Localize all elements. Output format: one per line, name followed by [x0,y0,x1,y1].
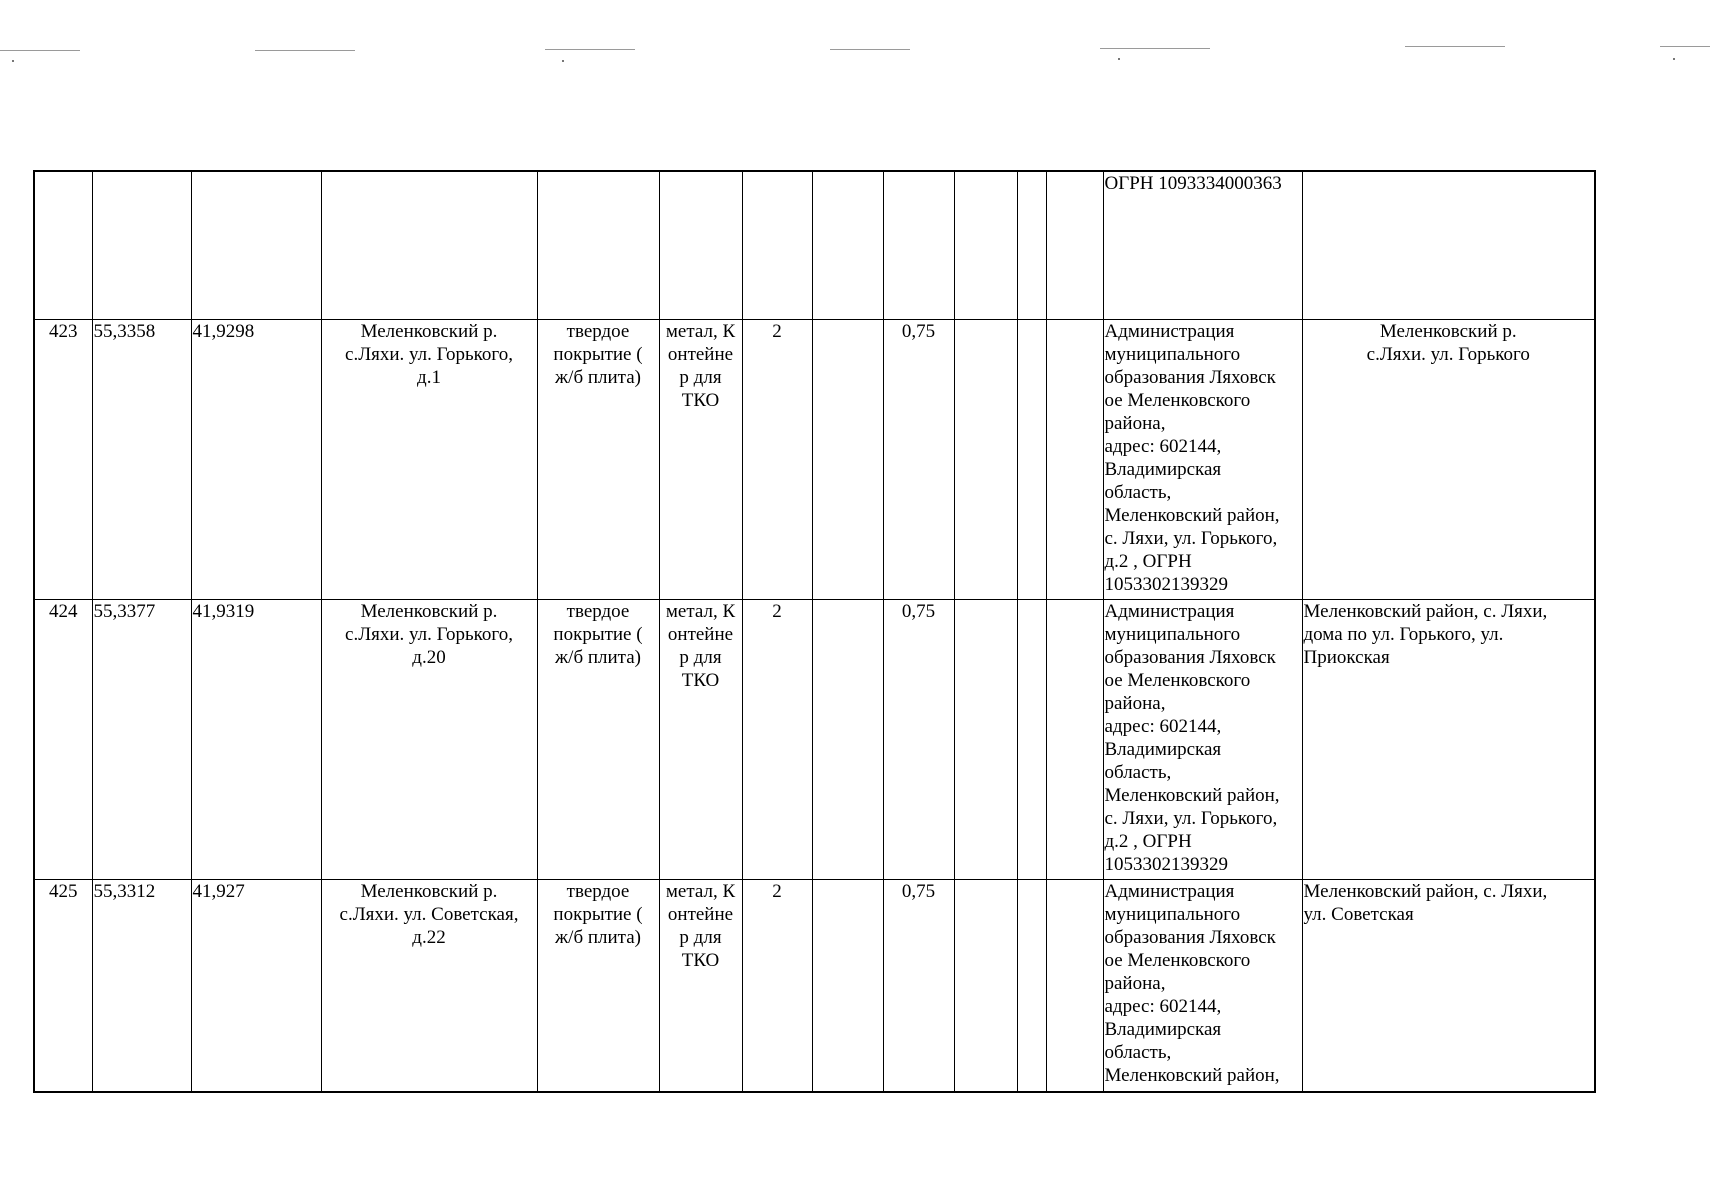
cell-source [1302,171,1595,319]
cell-surface [537,319,659,599]
address-line: д.1 [417,366,441,388]
scan-artifact [1405,46,1505,47]
operator-line: с. Ляхи, ул. Горького, [1104,527,1278,549]
cell-container-material [659,319,742,599]
cell-empty [812,171,883,319]
surface-line: твердое [566,880,630,902]
cell-operator [1103,879,1302,1092]
surface-line: покрытие ( [553,903,643,925]
cell-longitude: 41,9298 [191,319,321,599]
address-line: с.Ляхи. ул. Горького, [345,623,513,645]
cell-container-volume: 0,75 [883,319,954,599]
cell-longitude: 41,9319 [191,599,321,879]
operator-line: образования Ляховск [1104,646,1276,668]
cell-number: 423 [34,319,92,599]
operator-line: района, [1104,412,1166,434]
surface-line: ж/б плита) [555,646,641,668]
scan-artifact [12,60,14,62]
cell-address [321,171,537,319]
operator-line: муниципального [1104,343,1241,365]
source-line: Приокская [1303,646,1390,668]
cell-empty [1046,599,1103,879]
scan-artifact [545,49,635,50]
operator-line: Меленковский район, [1104,1064,1280,1086]
cell-empty [954,319,1017,599]
cell-latitude [92,171,191,319]
table-row [34,319,1595,599]
source-line: с.Ляхи. ул. Горького [1366,343,1530,365]
cell-address [321,319,537,599]
material-line: метал, К [665,320,736,342]
surface-line: ж/б плита) [555,366,641,388]
operator-line: 1053302139329 [1104,853,1228,875]
operator-line: района, [1104,692,1166,714]
cell-empty [812,879,883,1092]
address-line: с.Ляхи. ул. Горького, [345,343,513,365]
surface-line: твердое [566,600,630,622]
cell-number: 425 [34,879,92,1092]
table-row [34,599,1595,879]
cell-empty [954,171,1017,319]
cell-surface [537,599,659,879]
operator-line: адрес: 602144, [1104,995,1222,1017]
material-line: ТКО [681,949,720,971]
cell-latitude: 55,3358 [92,319,191,599]
cell-container-count: 2 [742,319,812,599]
table-row [34,879,1595,1092]
operator-line: Меленковский район, [1104,784,1280,806]
cell-surface [537,879,659,1092]
address-line: д.20 [412,646,446,668]
scan-artifact [1118,58,1120,60]
operator-line: адрес: 602144, [1104,715,1222,737]
cell-empty [954,599,1017,879]
cell-empty [954,879,1017,1092]
address-line: с.Ляхи. ул. Советская, [339,903,519,925]
scan-artifact [1673,58,1675,60]
scan-artifact [255,50,355,51]
scan-artifact [1100,48,1210,49]
cell-empty [1017,319,1046,599]
cell-container-count [742,171,812,319]
cell-source [1302,319,1595,599]
cell-longitude: 41,927 [191,879,321,1092]
table-row-continuation [34,171,1595,319]
cell-source [1302,599,1595,879]
cell-empty [812,599,883,879]
scan-artifact [1660,46,1710,47]
cell-empty [1046,171,1103,319]
cell-address [321,879,537,1092]
address-line: д.22 [412,926,446,948]
surface-line: покрытие ( [553,623,643,645]
cell-empty [1046,879,1103,1092]
scan-artifact [0,50,80,51]
cell-empty [1046,319,1103,599]
cell-empty [1017,599,1046,879]
material-line: ТКО [681,389,720,411]
surface-line: твердое [566,320,630,342]
operator-line: область, [1104,761,1172,783]
cell-empty [812,319,883,599]
material-line: онтейне [667,623,734,645]
operator-line: д.2 , ОГРН [1104,830,1192,852]
operator-line: Администрация [1104,880,1235,902]
cell-container-material [659,171,742,319]
material-line: ТКО [681,669,720,691]
cell-container-volume: 0,75 [883,599,954,879]
source-line: ул. Советская [1303,903,1414,925]
operator-line: 1053302139329 [1104,573,1228,595]
operator-line: Администрация [1104,320,1235,342]
operator-line: района, [1104,972,1166,994]
operator-line: ое Меленковского [1104,669,1251,691]
material-line: р для [679,646,722,668]
operator-line: ое Меленковского [1104,949,1251,971]
material-line: метал, К [665,600,736,622]
material-line: р для [679,926,722,948]
operator-line: область, [1104,481,1172,503]
operator-line: Меленковский район, [1104,504,1280,526]
address-line: Меленковский р. [360,880,498,902]
operator-line: Владимирская [1104,458,1222,480]
cell-operator [1103,599,1302,879]
material-line: р для [679,366,722,388]
operator-line: с. Ляхи, ул. Горького, [1104,807,1278,829]
cell-number: 424 [34,599,92,879]
cell-operator [1103,319,1302,599]
source-line: Меленковский район, с. Ляхи, [1303,600,1548,622]
operator-line: образования Ляховск [1104,366,1276,388]
registry-table [33,170,1596,1093]
operator-line: ое Меленковского [1104,389,1251,411]
scan-artifact [562,60,564,62]
cell-latitude: 55,3312 [92,879,191,1092]
cell-container-count: 2 [742,599,812,879]
operator-line: муниципального [1104,903,1241,925]
cell-empty [1017,171,1046,319]
operator-line: Владимирская [1104,738,1222,760]
cell-address [321,599,537,879]
address-line: Меленковский р. [360,320,498,342]
material-line: метал, К [665,880,736,902]
source-line: дома по ул. Горького, ул. [1303,623,1504,645]
material-line: онтейне [667,903,734,925]
operator-line: Администрация [1104,600,1235,622]
operator-line: муниципального [1104,623,1241,645]
surface-line: покрытие ( [553,343,643,365]
cell-surface [537,171,659,319]
cell-number [34,171,92,319]
cell-container-material [659,879,742,1092]
operator-line: адрес: 602144, [1104,435,1222,457]
operator-line: д.2 , ОГРН [1104,550,1192,572]
scan-artifact [830,49,910,50]
operator-line: образования Ляховск [1104,926,1276,948]
cell-container-volume [883,171,954,319]
cell-operator: ОГРН 1093334000363 [1103,171,1302,319]
cell-container-material [659,599,742,879]
address-line: Меленковский р. [360,600,498,622]
cell-empty [1017,879,1046,1092]
material-line: онтейне [667,343,734,365]
cell-latitude: 55,3377 [92,599,191,879]
operator-line: область, [1104,1041,1172,1063]
surface-line: ж/б плита) [555,926,641,948]
cell-source [1302,879,1595,1092]
source-line: Меленковский р. [1379,320,1517,342]
operator-line: Владимирская [1104,1018,1222,1040]
cell-longitude [191,171,321,319]
cell-container-count: 2 [742,879,812,1092]
source-line: Меленковский район, с. Ляхи, [1303,880,1548,902]
cell-container-volume: 0,75 [883,879,954,1092]
